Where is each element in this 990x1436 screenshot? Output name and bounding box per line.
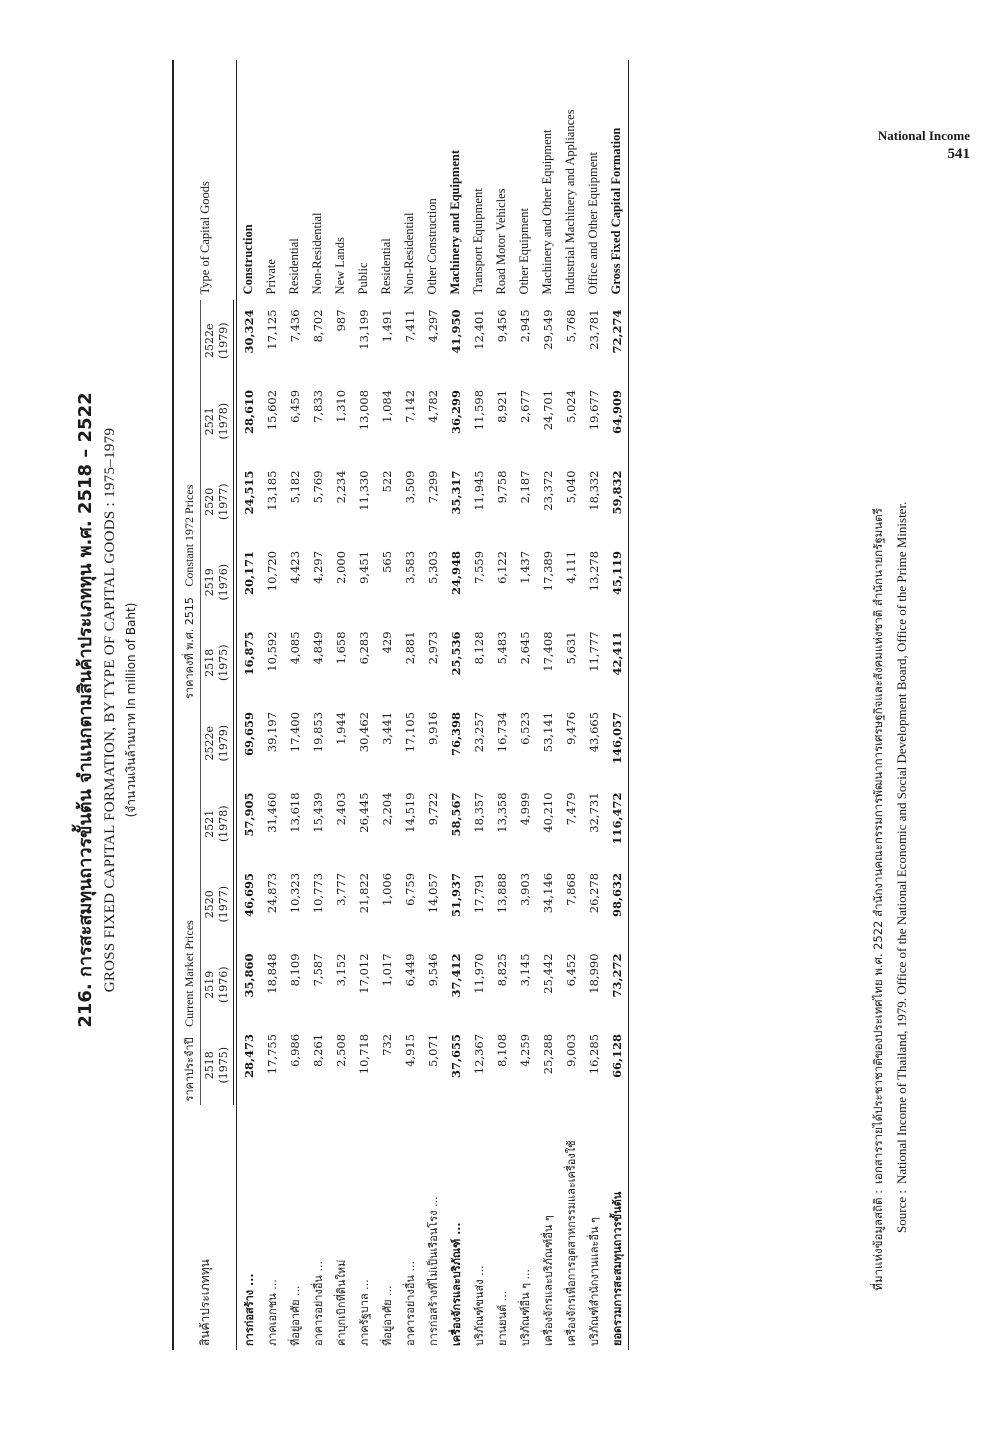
table-cell: 59,832 [609, 470, 624, 515]
table-cell: 3,509 [402, 470, 417, 504]
table-cell: 73,272 [609, 953, 624, 998]
table-row [283, 60, 306, 1350]
table-cell: 32,731 [586, 792, 601, 833]
table-cell: 13,278 [586, 550, 601, 592]
table-cell: 4,915 [402, 1033, 417, 1067]
table-cell: 13,185 [264, 470, 279, 511]
table-cell: 2,204 [379, 792, 394, 826]
row-label-english: Gross Fixed Capital Formation [609, 127, 623, 295]
table-row [421, 60, 444, 1350]
table-cell: 18,848 [264, 953, 279, 994]
table-cell: 15,602 [264, 389, 279, 431]
row-label-thai: ค่าบุกเบิกที่ดินใหม่ [334, 1259, 348, 1346]
table-cell: 7,479 [563, 792, 578, 826]
table-row [260, 60, 283, 1350]
table-cell: 21,822 [356, 872, 371, 914]
table-cell: 3,441 [379, 711, 394, 745]
table-cell: 8,825 [494, 953, 509, 987]
table-cell: 66,128 [609, 1033, 624, 1078]
table-cell: 4,782 [425, 389, 440, 423]
table-cell: 10,592 [264, 631, 279, 672]
table-cell: 7,559 [471, 550, 486, 584]
table-cell: 7,587 [310, 953, 325, 987]
row-label-english: Machinery and Equipment [448, 149, 462, 295]
title-english: GROSS FIXED CAPITAL FORMATION, BY TYPE OF CAPITAL GOODS : 1975–1979 [102, 427, 118, 993]
table-cell: 9,722 [425, 792, 440, 826]
table-cell: 45,119 [609, 550, 624, 595]
year-header: 2520 (1977) [201, 461, 234, 542]
constant-prices-thai: ราคาคงที่ พ.ศ. 2515 [183, 597, 196, 699]
row-label-english: Public [356, 262, 370, 295]
table-row [237, 60, 261, 1350]
table-cell: 4,297 [310, 550, 325, 584]
table-cell: 9,916 [425, 711, 440, 745]
table-cell: 1,491 [379, 309, 394, 343]
row-label-thai: การก่อสร้างที่ไม่เป็นเรือนโรง ... [426, 1196, 440, 1346]
table-row [559, 60, 582, 1350]
table-cell: 429 [379, 631, 394, 654]
table-cell: 7,833 [310, 389, 325, 423]
table-cell: 57,905 [241, 792, 256, 837]
table-cell: 7,411 [402, 309, 417, 343]
table-cell: 5,768 [563, 309, 578, 343]
table-cell: 31,460 [264, 792, 279, 833]
table-cell: 16,285 [586, 1033, 601, 1075]
table-cell: 11,970 [471, 953, 486, 994]
table-cell: 7,142 [402, 389, 417, 423]
year-header: 2522e (1979) [201, 703, 234, 784]
table-cell: 2,508 [333, 1033, 348, 1067]
table-cell: 5,631 [563, 631, 578, 665]
row-label-thai: ภาคเอกชน ... [265, 1279, 279, 1346]
table-cell: 2,403 [333, 792, 348, 826]
table-cell: 1,658 [333, 631, 348, 665]
row-label-english: Office and Other Equipment [586, 152, 600, 295]
year-header: 2518 (1975) [201, 622, 234, 703]
table-cell: 2,677 [517, 389, 532, 423]
table-cell: 23,781 [586, 309, 601, 350]
table-cell: 64,909 [609, 389, 624, 434]
table-cell: 24,515 [241, 470, 256, 515]
source-english: Source : National Income of Thailand, 1979. Office of the National Economic and Social Development Board, Office of the Prime Minister. [894, 501, 909, 1233]
table-cell: 25,536 [448, 631, 463, 676]
table-cell: 19,853 [310, 711, 325, 753]
table-cell: 3,903 [517, 872, 532, 906]
table-cell: 28,473 [241, 1033, 256, 1078]
table-cell: 28,610 [241, 389, 256, 434]
table-cell: 3,152 [333, 953, 348, 987]
row-label-english: New Lands [333, 237, 347, 295]
table-cell: 10,718 [356, 1033, 371, 1075]
table-cell: 8,108 [494, 1033, 509, 1067]
table-cell: 30,462 [356, 711, 371, 753]
current-prices-thai: ราคาประจำปี [183, 1037, 196, 1102]
table-cell: 522 [379, 470, 394, 493]
table-cell: 17,755 [264, 1033, 279, 1075]
table-cell: 5,182 [287, 470, 302, 504]
table-cell: 30,324 [241, 309, 256, 354]
unit-note: (จำนวนเงินล้านบาท In million of Baht) [124, 602, 138, 818]
table-cell: 46,695 [241, 872, 256, 917]
table-cell: 10,720 [264, 550, 279, 592]
table-cell: 987 [333, 309, 348, 332]
row-label-english: Machinery and Other Equipment [540, 129, 554, 295]
row-label-english: Private [264, 259, 278, 295]
year-header: 2521 (1978) [201, 381, 234, 462]
table-row [467, 60, 490, 1350]
table-cell: 13,199 [356, 309, 371, 350]
table-cell: 72,274 [609, 309, 624, 354]
row-label-thai: เครื่องจักรและบริภัณฑ์ ... [449, 1222, 463, 1346]
table-cell: 17,408 [540, 631, 555, 672]
column-header-english: Type of Capital Goods [173, 60, 234, 300]
table-row [582, 60, 605, 1350]
table-cell: 1,084 [379, 389, 394, 423]
table-cell: 4,849 [310, 631, 325, 665]
table-row [352, 60, 375, 1350]
table-cell: 69,659 [241, 711, 256, 756]
table-cell: 17,125 [264, 309, 279, 350]
table-cell: 8,128 [471, 631, 486, 665]
table-cell: 8,702 [310, 309, 325, 343]
table-cell: 29,549 [540, 309, 555, 350]
table-cell: 25,442 [540, 953, 555, 994]
table-cell: 18,357 [471, 792, 486, 833]
table-cell: 24,948 [448, 550, 463, 595]
row-label-thai: ภาครัฐบาล ... [357, 1279, 371, 1346]
table-cell: 4,999 [517, 792, 532, 826]
source-note [870, 70, 916, 1330]
table-cell: 2,945 [517, 309, 532, 343]
table-cell: 1,944 [333, 711, 348, 745]
table-cell: 6,122 [494, 550, 509, 584]
table-heading [70, 60, 141, 1360]
table-cell: 76,398 [448, 711, 463, 756]
table-cell: 7,436 [287, 309, 302, 343]
table-row [536, 60, 559, 1350]
table-cell: 1,017 [379, 953, 394, 987]
table-cell: 9,456 [494, 309, 509, 343]
table-cell: 6,986 [287, 1033, 302, 1067]
table-cell: 3,145 [517, 953, 532, 987]
table-cell: 41,950 [448, 309, 463, 354]
title-thai [70, 60, 99, 1360]
row-label-thai: ที่อยู่อาศัย ... [288, 1285, 302, 1346]
table-cell: 5,040 [563, 470, 578, 504]
constant-prices-english: Constant 1972 Prices [182, 484, 196, 587]
row-label-thai: ยานยนต์ ... [495, 1290, 509, 1346]
row-label-english: Non-Residential [310, 212, 324, 295]
table-cell: 2,187 [517, 470, 532, 504]
table-row [490, 60, 513, 1350]
table-cell: 17,791 [471, 872, 486, 914]
table-cell: 51,937 [448, 872, 463, 917]
table-cell: 11,598 [471, 389, 486, 431]
table-cell: 6,759 [402, 872, 417, 906]
table-cell: 43,665 [586, 711, 601, 753]
column-header-thai: สินค้าประเภททุน [173, 1105, 234, 1350]
table-cell: 4,297 [425, 309, 440, 343]
table-cell: 1,006 [379, 872, 394, 906]
table-cell: 6,283 [356, 631, 371, 665]
table-cell: 4,111 [563, 550, 578, 584]
row-label-thai: อาคารอย่างอื่น ... [311, 1261, 325, 1346]
table-cell: 9,476 [563, 711, 578, 745]
table-cell: 24,873 [264, 872, 279, 914]
row-label-thai: การก่อสร้าง ... [242, 1273, 256, 1346]
table-row [398, 60, 421, 1350]
table-cell: 12,367 [471, 1033, 486, 1075]
table-cell: 35,860 [241, 953, 256, 998]
table-cell: 6,452 [563, 953, 578, 987]
row-label-thai: ที่อยู่อาศัย ... [380, 1285, 394, 1346]
table-cell: 6,459 [287, 389, 302, 423]
table-cell: 98,632 [609, 872, 624, 917]
table-cell: 26,445 [356, 792, 371, 833]
table-body [237, 60, 629, 1350]
table-cell: 6,523 [517, 711, 532, 745]
header-group-row [173, 60, 201, 1350]
table-cell: 11,330 [356, 470, 371, 511]
table-cell: 732 [379, 1033, 394, 1056]
table-cell: 2,000 [333, 550, 348, 584]
table-cell: 9,758 [494, 470, 509, 504]
table-cell: 13,618 [287, 792, 302, 833]
row-label-english: Residential [287, 238, 301, 295]
table-cell: 25,288 [540, 1033, 555, 1075]
table-cell: 14,519 [402, 792, 417, 833]
row-label-thai: อาคารอย่างอื่น ... [403, 1261, 417, 1346]
table-cell: 2,645 [517, 631, 532, 665]
table-cell: 17,400 [287, 711, 302, 753]
row-label-thai: บริภัณฑ์สำนักงานและอื่น ๆ [587, 1217, 601, 1346]
year-header: 2522e (1979) [201, 300, 234, 381]
table-cell: 23,257 [471, 711, 486, 753]
table-cell: 42,411 [609, 631, 624, 676]
table-cell: 11,777 [586, 631, 601, 672]
table-cell: 13,358 [494, 792, 509, 833]
table-cell: 3,777 [333, 872, 348, 906]
table-cell: 146,057 [609, 711, 624, 764]
table-cell: 20,171 [241, 550, 256, 595]
table-cell: 17,389 [540, 550, 555, 592]
table-cell: 26,278 [586, 872, 601, 914]
table-cell: 23,372 [540, 470, 555, 511]
row-label-thai: ยอดรวมการสะสมทุนถาวรขั้นต้น [610, 1191, 624, 1346]
table-cell: 5,483 [494, 631, 509, 665]
row-label-thai: เครื่องจักรเพื่อการอุตสาหกรรมและเครื่องใช้ [564, 1140, 578, 1346]
table-cell: 1,437 [517, 550, 532, 584]
row-label-english: Other Equipment [517, 208, 531, 295]
row-label-thai: บริภัณฑ์ขนส่ง ... [472, 1265, 486, 1346]
table-row [375, 60, 398, 1350]
row-label-thai: เครื่องจักรและบริภัณฑ์อื่น ๆ [541, 1215, 555, 1346]
table-cell: 15,439 [310, 792, 325, 833]
table-cell: 7,868 [563, 872, 578, 906]
rotated-sheet [0, 60, 990, 1360]
capital-formation-table [172, 60, 629, 1350]
table-cell: 18,332 [586, 470, 601, 511]
table-cell: 3,583 [402, 550, 417, 584]
year-header: 2521 (1978) [201, 783, 234, 864]
row-label-english: Residential [379, 238, 393, 295]
table-cell: 35,317 [448, 470, 463, 515]
table-row [513, 60, 536, 1350]
table-cell: 5,071 [425, 1033, 440, 1067]
table-row [444, 60, 467, 1350]
table-cell: 8,261 [310, 1033, 325, 1067]
table-cell: 116,472 [609, 792, 624, 845]
table-cell: 37,412 [448, 953, 463, 998]
table-cell: 40,210 [540, 792, 555, 833]
table-cell: 17,012 [356, 953, 371, 994]
table-cell: 13,008 [356, 389, 371, 431]
table-cell: 18,990 [586, 953, 601, 994]
table-cell: 12,401 [471, 309, 486, 350]
table-cell: 10,773 [310, 872, 325, 914]
table-row [605, 60, 629, 1350]
table-cell: 14,057 [425, 872, 440, 914]
year-header: 2519 (1976) [201, 944, 234, 1025]
title-thai-text: การสะสมทุนถาวรขั้นต้น จำแนกตามสินค้าประเภททุน พ.ศ. 2518 – 2522 [75, 392, 96, 977]
current-prices-english: Current Market Prices [182, 920, 196, 1027]
row-label-english: Transport Equipment [471, 188, 485, 295]
table-cell: 53,141 [540, 711, 555, 753]
row-label-english: Non-Residential [402, 212, 416, 295]
table-cell: 7,299 [425, 470, 440, 504]
table-cell: 37,655 [448, 1033, 463, 1078]
table-cell: 2,234 [333, 470, 348, 504]
table-number: 216. [75, 983, 96, 1028]
table-cell: 10,323 [287, 872, 302, 914]
table-cell: 34,146 [540, 872, 555, 914]
table-row [329, 60, 352, 1350]
table-cell: 4,423 [287, 550, 302, 584]
table-cell: 11,945 [471, 470, 486, 511]
row-label-english: Industrial Machinery and Appliances [563, 109, 577, 295]
table-cell: 6,449 [402, 953, 417, 987]
table-cell: 1,310 [333, 389, 348, 423]
row-label-english: Other Construction [425, 198, 439, 295]
current-prices-header [173, 703, 201, 1106]
section-title: National Income [877, 128, 970, 143]
table-cell: 9,451 [356, 550, 371, 584]
year-header: 2519 (1976) [201, 542, 234, 623]
table-cell: 4,085 [287, 631, 302, 665]
table-cell: 17,105 [402, 711, 417, 753]
table-row [306, 60, 329, 1350]
table-cell: 8,109 [287, 953, 302, 987]
table-cell: 16,734 [494, 711, 509, 753]
table-cell: 2,973 [425, 631, 440, 665]
constant-prices-header [173, 300, 201, 703]
table-cell: 36,299 [448, 389, 463, 434]
table-cell: 5,303 [425, 550, 440, 584]
table-cell: 58,567 [448, 792, 463, 837]
table-cell: 2,881 [402, 631, 417, 665]
year-header: 2518 (1975) [201, 1025, 234, 1106]
table-cell: 4,259 [517, 1033, 532, 1067]
table-cell: 565 [379, 550, 394, 573]
table-cell: 9,546 [425, 953, 440, 987]
table-cell: 8,921 [494, 389, 509, 423]
table-cell: 24,701 [540, 389, 555, 431]
table-cell: 5,024 [563, 389, 578, 423]
page-number: 541 [947, 146, 970, 162]
source-thai: ที่มาแห่งข้อมูลสถิติ : เอกสารรายได้ประชาชาติของประเทศไทย พ.ศ. 2522 สำนักงานคณะกรรมการพัฒนาการเศรษฐกิจและสังคมแห่งชาติ สำนักนายกรัฐมนตรี [871, 508, 885, 1291]
table-cell: 19,677 [586, 389, 601, 431]
table-cell: 9,003 [563, 1033, 578, 1067]
table-cell: 16,875 [241, 631, 256, 676]
row-label-english: Construction [241, 224, 255, 295]
year-header: 2520 (1977) [201, 864, 234, 945]
row-label-thai: บริภัณฑ์อื่น ๆ ... [518, 1269, 532, 1346]
table-cell: 39,197 [264, 711, 279, 753]
row-label-english: Road Motor Vehicles [494, 188, 508, 295]
table-cell: 13,888 [494, 872, 509, 914]
table-cell: 5,769 [310, 470, 325, 504]
